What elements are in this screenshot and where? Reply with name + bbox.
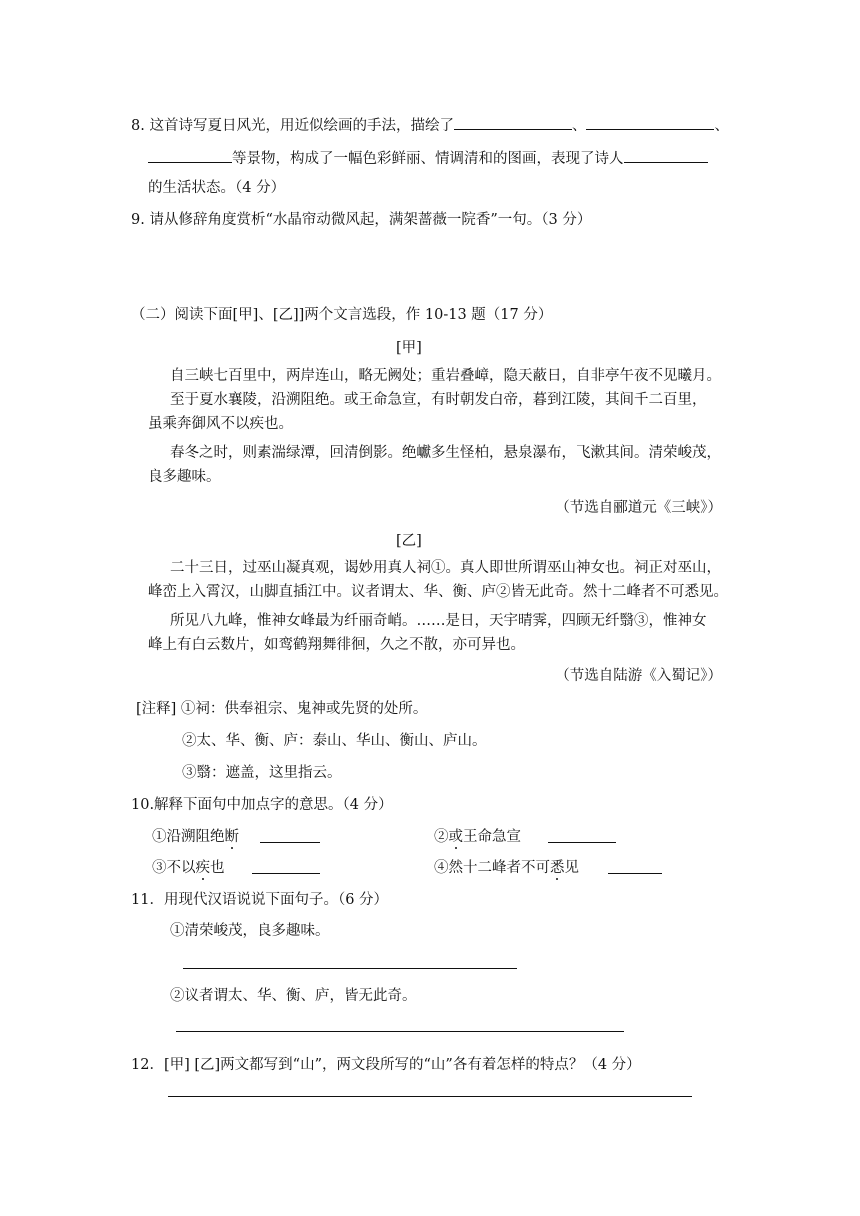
q9-question: 9. 请从修辞角度赏析“水晶帘动微风起，满架蔷薇一院香”一句。（3 分） — [131, 212, 592, 228]
passage-yi-p2a: 所见八九峰，惟神女峰最为纤丽奇峭。……是日，天宇晴霁，四顾无纤翳③，惟神女 — [170, 613, 707, 629]
passage-yi-source: （节选自陆游《入蜀记》） — [555, 668, 722, 684]
q11-title: 11．用现代汉语说说下面句子。（6 分） — [131, 892, 389, 908]
q10-item-4 — [434, 858, 579, 878]
passage-jia-title: [甲] — [396, 340, 422, 356]
passage-jia-p2b: 虽乘奔御风不以疾也。 — [148, 416, 293, 432]
passage-jia-p1: 自三峡七百里中，两岸连山，略无阙处；重岩叠嶂，隐天蔽日，自非亭午夜不见曦月。 — [170, 368, 721, 384]
q8-blank-4[interactable] — [624, 148, 708, 163]
q10-item-1 — [152, 827, 239, 847]
q8-sep-1: 、 — [571, 118, 587, 134]
q10-item-3-dotted: 疾 — [195, 860, 210, 876]
q10-answer-4[interactable] — [608, 873, 662, 874]
q8-text-1: 8. 这首诗写夏日风光，用近似绘画的手法，描绘了 — [131, 118, 454, 134]
passage-jia-p3a: 春冬之时，则素湍绿潭，回清倒影。绝巘多生怪柏，悬泉瀑布，飞漱其间。清荣峻茂， — [170, 445, 721, 461]
q10-item-3 — [152, 858, 225, 878]
q12-answer[interactable] — [168, 1096, 692, 1097]
q8-text-2: 等景物，构成了一幅色彩鲜丽、情调清和的图画，表现了诗人 — [232, 151, 624, 167]
q10-item-2-dotted: 或 — [448, 829, 463, 845]
q10-answer-2[interactable] — [548, 842, 616, 843]
q10-answer-3[interactable] — [252, 873, 320, 874]
q11-answer-1[interactable] — [183, 968, 517, 969]
q8-blank-3[interactable] — [148, 148, 232, 163]
q8-blank-2[interactable] — [586, 115, 714, 130]
passage-jia-p3b: 良多趣味。 — [148, 469, 221, 485]
q10-item-2 — [434, 827, 521, 847]
q10-title: 10.解释下面句中加点字的意思。（4 分） — [131, 797, 393, 813]
q10-item-3-text-b: 也 — [210, 860, 225, 876]
q10-item-2-text-a: ② — [434, 829, 449, 845]
q8-sep-2: 、 — [714, 118, 729, 134]
q10-item-1-text: ①沿溯阻绝 — [152, 829, 225, 845]
q10-answer-1[interactable] — [260, 842, 320, 843]
q10-item-4-text-b: 见 — [564, 860, 579, 876]
section-2-heading: （二）阅读下面[甲]、[乙]]两个文言选段，作 10-13 题（17 分） — [131, 307, 553, 323]
q8-blank-1[interactable] — [454, 115, 572, 130]
passage-yi-title: [乙] — [396, 533, 422, 549]
passage-yi-p2b: 峰上有白云数片，如鸾鹤翔舞徘徊，久之不散，亦可异也。 — [148, 637, 525, 653]
q10-item-1-dotted: 断 — [224, 829, 239, 845]
q10-item-2-text-b: 王命急宣 — [463, 829, 521, 845]
q10-item-4-dotted: 悉 — [550, 860, 565, 876]
q12-question: 12．[甲] [乙]两文都写到“山”，两文段所写的“山”各有着怎样的特点？（4 分） — [131, 1057, 641, 1073]
passage-yi-p1b: 峰峦上入霄汉，山脚直插江中。议者谓太、华、衡、庐②皆无此奇。然十二峰者不可悉见。 — [148, 584, 728, 600]
passage-jia-source: （节选自郦道元《三峡》） — [555, 500, 722, 516]
q10-item-4-text-a: ④然十二峰者不可 — [434, 860, 550, 876]
note-1: [注释] ①祠：供奉祖宗、鬼神或先贤的处所。 — [136, 701, 428, 717]
q11-sentence-1: ①清荣峻茂，良多趣味。 — [170, 923, 330, 939]
q11-answer-2[interactable] — [176, 1031, 624, 1032]
q8-line3: 的生活状态。（4 分） — [148, 180, 286, 196]
q8-line1 — [131, 115, 729, 136]
q10-item-3-text-a: ③不以 — [152, 860, 196, 876]
q8-line2 — [148, 148, 708, 169]
note-2: ②太、华、衡、庐：泰山、华山、衡山、庐山。 — [182, 733, 487, 749]
q11-sentence-2: ②议者谓太、华、衡、庐，皆无此奇。 — [170, 988, 417, 1004]
passage-jia-p2a: 至于夏水襄陵，沿溯阻绝。或王命急宣，有时朝发白帝，暮到江陵，其间千二百里， — [170, 392, 707, 408]
note-3: ③翳：遮盖，这里指云。 — [182, 765, 342, 781]
passage-yi-p1a: 二十三日，过巫山凝真观，谒妙用真人祠①。真人即世所谓巫山神女也。祠正对巫山， — [170, 560, 721, 576]
